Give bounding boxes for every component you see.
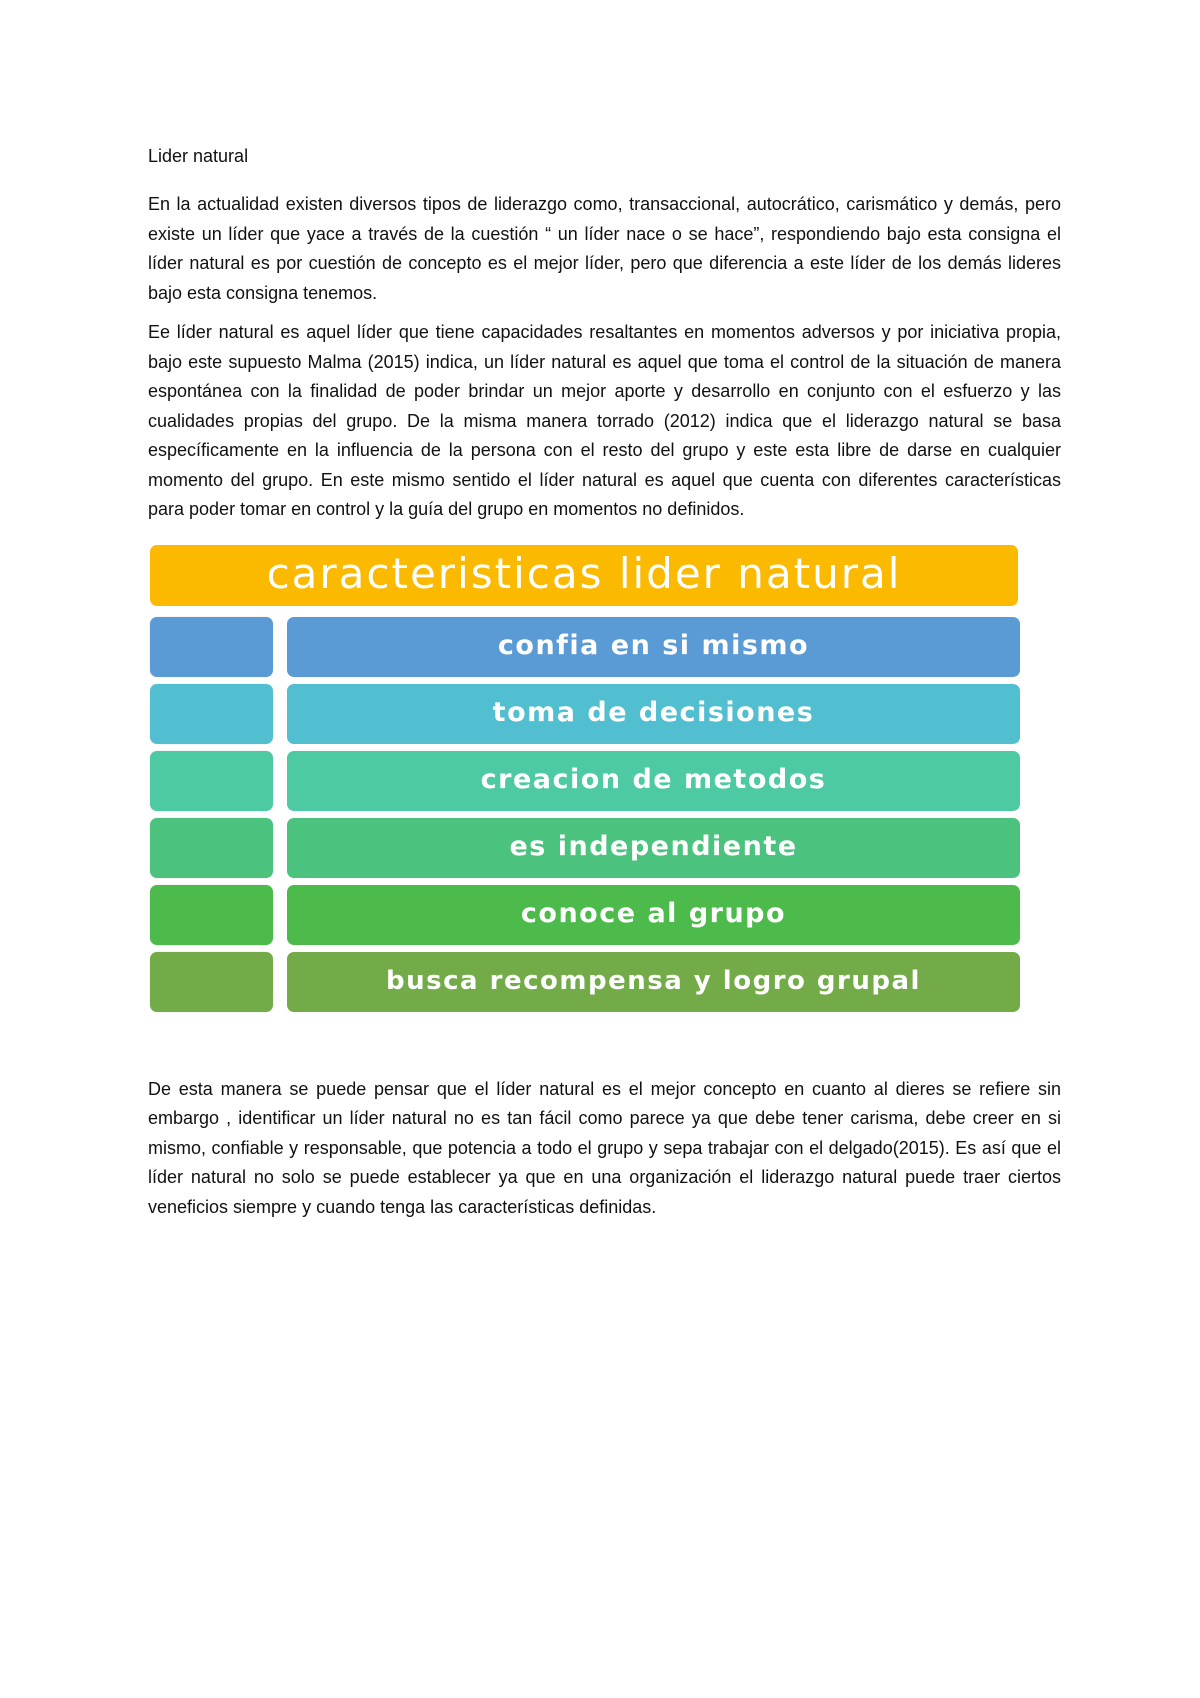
- characteristics-diagram: [150, 545, 1020, 1049]
- document-content: [148, 146, 1061, 1232]
- row-label-busca-recompensa-y-logro-grupal: busca recompensa y logro grupal: [287, 952, 1020, 1012]
- document-title: Lider natural: [148, 146, 249, 166]
- paragraph-conclusion: De esta manera se puede pensar que el líder natural es el mejor concepto en cuanto al dieres se refiere sin embargo , identificar un líder natural no es tan fácil como parece ya que debe tener carisma, debe creer en si mismo, confiable y responsable, que potencia a todo el grupo y sepa trabajar con el delgado(2015). Es así que el líder natural no solo se puede establecer ya que en una organización el liderazgo natural puede traer ciertos veneficios siempre y cuando tenga las características definidas.: [148, 1078, 1061, 1217]
- diagram-header: caracteristicas lider natural: [150, 545, 1018, 606]
- row-marker: [150, 885, 273, 945]
- paragraph-definition: Ee líder natural es aquel líder que tiene capacidades resaltantes en momentos adversos y por iniciativa propia, bajo este supuesto Malma (2015) indica, un líder natural es aquel que toma el control de la situación de manera espontánea con la finalidad de poder brindar un mejor aporte y desarrollo en conjunto con el esfuerzo y las cualidades propias del grupo. De la misma manera torrado (2012) indica que el liderazgo natural se basa específicamente en la influencia de la persona con el resto del grupo y este esta libre de darse en cualquier momento del grupo. En este mismo sentido el líder natural es aquel que cuenta con diferentes características para poder tomar en control y la guía del grupo en momentos no definidos.: [148, 322, 1061, 519]
- row-label-conoce-al-grupo: conoce al grupo: [287, 885, 1020, 945]
- row-marker: [150, 617, 273, 677]
- diagram-row: [150, 885, 1020, 945]
- row-marker: [150, 818, 273, 878]
- row-label-es-independiente: es independiente: [287, 818, 1020, 878]
- row-label-confia-en-si-mismo: confia en si mismo: [287, 617, 1020, 677]
- row-label-toma-de-decisiones: toma de decisiones: [287, 684, 1020, 744]
- diagram-row: [150, 818, 1020, 878]
- paragraph-intro: En la actualidad existen diversos tipos de liderazgo como, transaccional, autocrático, carismático y demás, pero existe un líder que yace a través de la cuestión “ un líder nace o se hace”, respondiendo bajo esta consigna el líder natural es por cuestión de concepto es el mejor líder, pero que diferencia a este líder de los demás lideres bajo esta consigna tenemos.: [148, 194, 1061, 303]
- diagram-row: [150, 684, 1020, 744]
- diagram-row: [150, 952, 1020, 1012]
- row-marker: [150, 751, 273, 811]
- row-label-creacion-de-metodos: creacion de metodos: [287, 751, 1020, 811]
- diagram-row: [150, 617, 1020, 677]
- row-marker: [150, 952, 273, 1012]
- row-marker: [150, 684, 273, 744]
- diagram-row: [150, 751, 1020, 811]
